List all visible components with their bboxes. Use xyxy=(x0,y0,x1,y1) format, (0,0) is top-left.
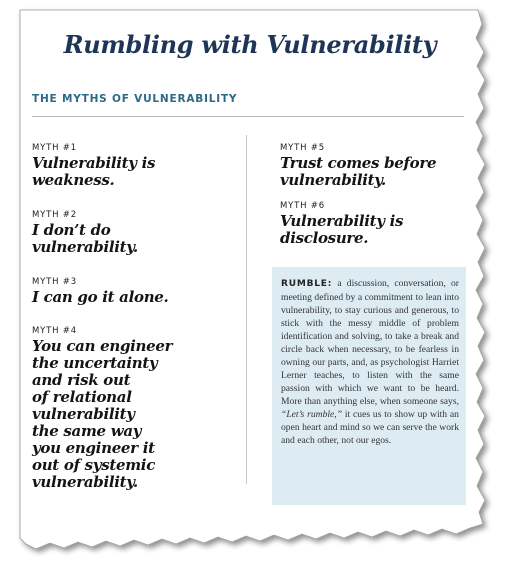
myth-statement: I don’t do vulnerability. xyxy=(32,221,138,256)
myth-label: MYTH #1 xyxy=(32,143,77,153)
myth-label: MYTH #2 xyxy=(32,210,77,220)
myth-4 xyxy=(32,326,172,491)
myth-label: MYTH #4 xyxy=(32,326,77,336)
rumble-definition: RUMBLE: a discussion, conversation, or meeting defined by a commitment to lean into vulnerability, to stay curious and generous, to stick with the messy middle of problem identification and solving, to take a break and circle back when necessary, to be fearless in owning our parts, and, as psychologist Harriet Lerner teaches, to listen with the same passion with which we want to be heard. More than anything else, when someone says, “Let’s rumble,” it cues us to show up with an open heart and mind so we can serve the work and each other, not our egos. xyxy=(281,278,459,446)
rumble-definition-box xyxy=(272,267,466,505)
myth-5 xyxy=(280,143,436,189)
myth-6 xyxy=(280,201,403,247)
horizontal-divider xyxy=(32,116,464,117)
myth-label: MYTH #6 xyxy=(280,201,325,211)
rumble-quote: “Let’s rumble,” xyxy=(281,409,343,420)
myth-1 xyxy=(32,143,155,189)
myth-3 xyxy=(32,277,168,306)
myth-2 xyxy=(32,210,138,256)
myth-label: MYTH #5 xyxy=(280,143,325,153)
page-content xyxy=(32,22,468,522)
myth-statement: You can engineer the uncertainty and risk out of relational vulnerability the same way you engineer it out of systemic vulnerability. xyxy=(32,337,173,491)
myth-statement: Vulnerability is disclosure. xyxy=(280,212,404,247)
column-divider xyxy=(246,135,247,484)
myth-label: MYTH #3 xyxy=(32,277,77,287)
myth-statement: Trust comes before vulnerability. xyxy=(280,154,437,189)
rumble-term: RUMBLE: xyxy=(281,279,333,289)
myth-statement: I can go it alone. xyxy=(32,288,169,306)
section-heading: THE MYTHS OF VULNERABILITY xyxy=(32,93,238,105)
myth-statement: Vulnerability is weakness. xyxy=(32,154,156,189)
page-title: Rumbling with Vulnerability xyxy=(63,30,437,59)
